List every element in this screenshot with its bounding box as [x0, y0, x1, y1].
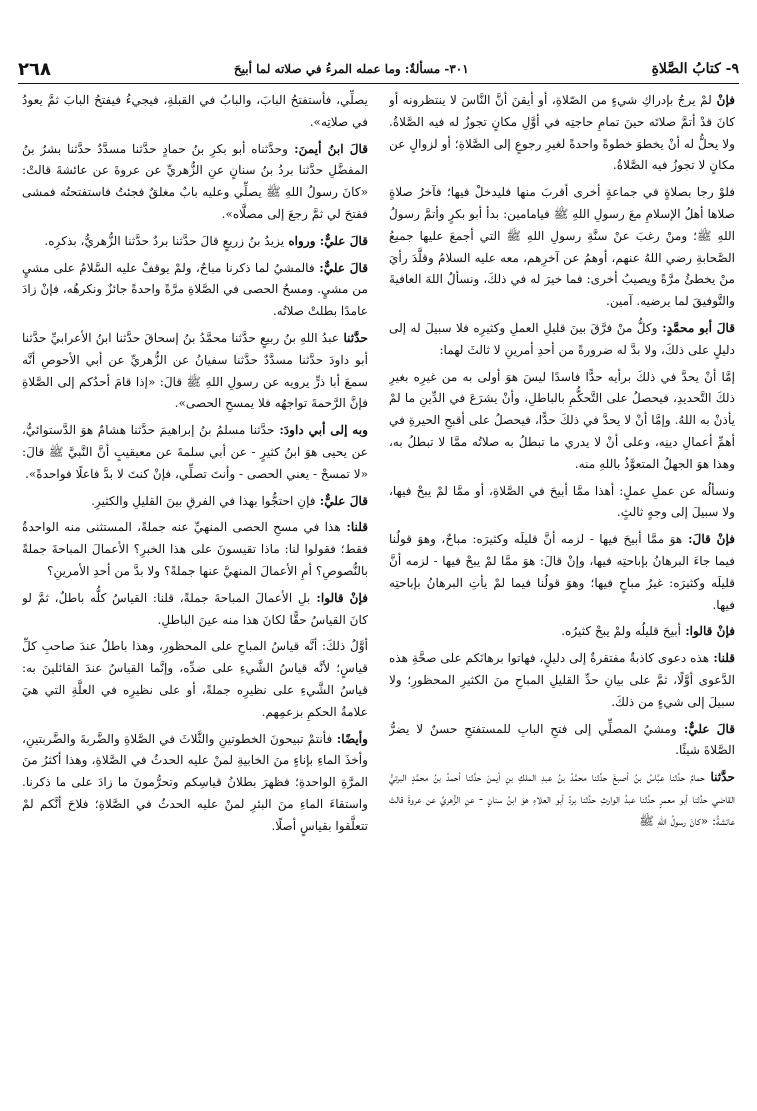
- paragraph: [389, 719, 735, 763]
- paragraph-text: ونسألُه عن عملِ عملٍ: أهذا ممَّا أبيحَ في الصَّلاةِ، أو ممَّا لمْ يبحْ فيها، ولا سبيلَ إلى وجهٍ ثالثٍ.: [389, 483, 735, 520]
- paragraph-text: هذه دعوى كاذبةٌ مفتقرةٌ إلى دليلٍ، فهاتوا برهانَكم على صحَّةِ هذه الدَّعوى أوَّلًا، ثمَّ على بيانِ حدِّ القليلِ المباحِ منَ الكثيرِ المحظورِ؛ ولا سبيلَ إلى شيءٍ من ذلكَ.: [389, 651, 735, 709]
- paragraph-text: حمامٌ حدَّثنا عبَّاسُ بنُ أصبغَ حدَّثنا محمَّدُ بنُ عبدِ الملكِ بنِ أيمنَ حدَّثنا أحمدُ بنُ محمَّدٍ البرتيُّ القاضي حدَّثنا أبو معمرٍ حدَّثنا عبدُ الوارثِ حدَّثنا بردُ أبو العلاءِ هوَ ابنُ سنانٍ - عنِ الزُّهريِّ عن عروةَ قالتْ عائشةُ: «كانَ رسولُ اللهِ ﷺ: [389, 770, 735, 828]
- paragraph-text: فلوْ رجا بصلاةٍ في جماعةٍ أخرى أقربَ منها فليدخلْ فيها؛ فآخرُ صلاةٍ صلاها أهلُ الإسلامِ معَ رسولِ اللهِ ﷺ فيامامين: بدأ أبو بكرٍ وأتمَّ رسولُ اللهِ ﷺ؛ ومنْ رغبَ عنْ سنَّةِ رسولِ اللهِ ﷺ التي أجمعَ عليها جميعُ الصَّحابةِ رضي اللهُ عنهم، أوهمُ عن آخرِهم، معه عليه السلامُ وقلَّدَ رأيَ منْ يخطئُ مرَّةً ويصيبُ أخرى: فما خيرَ له في ذلكَ، ونسألُ اللهَ العافيةَ والتَّوفيقَ لما يرضيه. آمين.: [389, 185, 735, 309]
- paragraph-text: لمْ يرجُ بإدراكِ شيءٍ من الصّلاةِ، أو أيقنَ أنَّ النَّاسَ لا ينتظرونه أو كانَ قدْ أتمَّ صلاتَه حينَ تمامِ حاجتِه في أوَّلِ مكانٍ تجوزُ له فيه الصَّلاةُ. ولا يحلُّ له أنْ يخطوَ خطوةً واحدةً لغيرِ رجوعٍ إلى الصَّلاةِ؛ أو لزوالٍ عن مكانٍ لا تجوزُ فيه الصَّلاةُ.: [389, 93, 735, 173]
- paragraph: [389, 767, 735, 832]
- paragraph-lead: فإنْ قالوا:: [310, 590, 368, 605]
- paragraph: [389, 318, 735, 362]
- paragraph: [22, 258, 368, 323]
- paragraph: [22, 491, 368, 513]
- paragraph-lead: فإنْ قالوا:: [681, 624, 735, 639]
- header-rule: [18, 83, 739, 84]
- paragraph: [22, 517, 368, 582]
- paragraph: [389, 648, 735, 713]
- paragraph-text: أوَّلُ ذلكَ: أنَّه قياسُ المباحِ على المحظورِ، وهذا باطلٌ عندَ صاحبِ كلِّ قياسٍ؛ لأنَّه قياسُ الشَّيءِ على ضدِّه، وإنَّما القياسُ عندَ القائلينَ به: قياسُ الشَّيءِ على نظيرِه جملةً، أو على نظيرِه في العلَّةِ التي هيَ علامةُ الحكمِ بزعمِهم.: [22, 639, 368, 719]
- left-column: [22, 90, 368, 1101]
- paragraph-text: إمَّا أنْ يحدَّ في ذلكَ برأيه حدًّا فاسدًا ليسَ هوَ أولى به من غيرِه بغيرِ ذلكَ التَّحديدِ، فيحصلُ على التَّحكُّمِ بالباطلِ، وأنْ يشرَعَ في الدِّينِ ما لمْ يأذنْ به اللهُ. وإمَّا أنْ لا يحدَّ في ذلكَ حدًّا، فيحصلُ على أقبحِ الحيرةِ في أهمِّ أعمالِ دينِه، وعلى أنْ لا يدري ما تبطلُ به صلاتُه ممَّا لا تبطلُ به، وهذا هوَ الجهلُ المتعوَّذُ باللهِ منه.: [389, 369, 735, 471]
- paragraph-text: وحدَّثناه أبو بكرِ بنُ حمادٍ حدَّثنا مسدَّدٌ حدَّثنا بشرُ بنُ المفضَّلِ حدَّثنا بردُ بنُ سنانٍ عنِ الزُّهريِّ عن عروةَ عن عائشةَ قالتْ: «كانَ رسولُ اللهِ ﷺ يصلِّي وعليه بابٌ مغلقٌ فجئتُ فاستفتحتُه فمشى ففتحَ لي ثمَّ رجعَ إلى مصلَّاه».: [22, 141, 368, 221]
- book-title: ٩- كتابُ الصَّلاةِ: [651, 61, 739, 77]
- paragraph-lead: حدَّثنا: [338, 330, 368, 345]
- paragraph: [389, 182, 735, 313]
- paragraph: [389, 481, 735, 525]
- paragraph-text: بلِ الأعمالَ المباحةَ جملةً، قلنا: القياسُ كلُّه باطلٌ، ثمَّ لو كانَ القياسُ حقًّا لكانَ هذا منه عينَ الباطلِ.: [22, 590, 368, 627]
- paragraph: [22, 420, 368, 485]
- paragraph: [22, 328, 368, 415]
- paragraph-lead: فإنْ قالَ:: [682, 532, 735, 547]
- paragraph: [22, 231, 368, 253]
- paragraph-lead: قالَ عليٌّ: ورواه: [284, 233, 368, 248]
- paragraph-lead: قالَ عليٌّ:: [315, 493, 368, 508]
- paragraph-text: حدَّثنا مسلمُ بنُ إبراهيمَ حدَّثنا هشامٌ هوَ الدَّستوائيُّ، عن يحيى هوَ ابنُ كثيرٍ - عن أبي سلمةَ عن معيقيبٍ أنَّ النَّبيَّ ﷺ قالَ: «لا تمسحْ - يعني الحصى - وأنتَ تصلِّي، فإنْ كنتَ لا بدَّ فاعلًا فواحدةً».: [22, 423, 368, 481]
- right-column: [389, 90, 735, 1101]
- paragraph: [22, 588, 368, 632]
- page-header: [18, 56, 739, 82]
- paragraph-lead: قالَ عليٌّ:: [314, 260, 368, 275]
- paragraph-text: ومشيُ المصلِّي إلى فتحِ البابِ للمستفتحِ حسنٌ لا يضرُّ الصَّلاةَ شيئًا.: [389, 721, 735, 758]
- paragraph: [22, 139, 368, 226]
- paragraph-lead: وبه إلى أبي داودَ:: [274, 423, 368, 438]
- paragraph-lead: قالَ ابنُ أيمنَ:: [287, 141, 368, 156]
- paragraph-lead: قالَ عليٌّ:: [676, 721, 735, 736]
- paragraph-text: فالمشيُ لما ذكرنا مباحٌ، ولمْ يوقفْ عليه السَّلامُ على مشيٍ من مشيٍ. ومسحُ الحصى في الصَّلاةِ مرَّةً واحدةً جائزٌ ونكرهُه، فإنْ زادَ عامدًا بطلتْ صلاتُه.: [22, 260, 368, 319]
- paragraph-lead: قلنا:: [709, 651, 735, 666]
- paragraph-text: هوَ ممَّا أبيحَ فيها - لزمه أنَّ قليلَه وكثيرَه: مباحٌ، وهوَ قولُنا فيما جاءَ البرهانُ بإباحتِه فيها، وإنْ قالَ: هوَ ممَّا لمْ يبحْ فيها - لزمه أنَّ قليلَه وكثيرَه: غيرُ مباحٍ فيها؛ وهوَ قولُنا فيما لمْ يأتِ البرهانُ بإباحتِه فيها.: [389, 532, 735, 612]
- paragraph-text: فإنِ احتجُّوا بهذا في الفرقِ بينَ القليلِ والكثيرِ.: [91, 493, 316, 508]
- running-title: ٣٠١- مسألةٌ: وما عمله المرءُ في صلاته لما أبيحَ: [233, 62, 469, 76]
- paragraph-lead: قالَ أبو محمَّدٍ:: [657, 320, 735, 335]
- paragraph: [389, 529, 735, 616]
- paragraph-lead: فإنْ: [711, 93, 735, 107]
- paragraph-text: عبدُ اللهِ بنُ ربيعٍ حدَّثنا محمَّدُ بنُ إسحاقَ حدَّثنا ابنُ الأعرابيِّ حدَّثنا أبو داودَ حدَّثنا مسدَّدٌ حدَّثنا سفيانُ عن الزُّهريِّ عن أبي الأحوصِ أنَّه سمعَ أبا ذرٍّ يرويه عن رسولِ اللهِ ﷺ قالَ: «إذا قامَ أحدُكم إلى الصَّلاةِ فإنَّ الرَّحمةَ تواجهُه فلا يمسحِ الحصى».: [22, 330, 368, 411]
- paragraph-lead: قلنا:: [340, 520, 368, 535]
- paragraph: [389, 621, 735, 643]
- text-columns: [22, 90, 735, 1101]
- paragraph-text: يزيدُ بنُ زريعٍ قالَ حدَّثنا بردٌ حدَّثنا الزُّهريُّ، بذكرِه.: [44, 233, 285, 248]
- paragraph-text: هذا في مسحِ الحصى المنهيِّ عنه جملةً، المستثنى منه الواحدةُ فقط؛ فقولوا لنا: ماذا تقيسونَ على هذا الخبرِ؟ الأعمالَ المباحةَ جملةً بالنُّصوصِ؟ أمِ الأعمالَ المنهيَّ عنها جملةً؟ ولا بدَّ من أحدِ الأمرينِ؟: [22, 520, 368, 578]
- paragraph: [22, 729, 368, 838]
- paragraph-text: فأنتمْ تبيحونَ الخطوتينِ والثَّلاثَ في الصَّلاةِ والضَّربةَ والضَّربتينِ، وأخذَ الماءِ بإناءٍ منَ الخابيةِ لمنْ عليه الحدثُ في الصَّلاةِ، وهذا أكثرُ منَ المرَّةِ الواحدةِ؛ فظهرَ بطلانُ قياسِكم وتحرُّمونَ ما زادَ على ما ذكرنا. واستقاءَ الماءِ منَ البئرِ لمنْ عليه الحدثُ في الصَّلاةِ؛ فلاحَ أنَّكم لمْ تتعلَّقوا بقياسٍ أصلًا.: [22, 731, 368, 833]
- paragraph: [22, 636, 368, 723]
- paragraph-text: وكلُّ منْ فرَّقَ بينَ قليلِ العملِ وكثيرِه فلا سبيلَ له إلى دليلٍ على ذلكَ، ولا بدَّ له ضرورةً من أحدِ أمرينِ لا ثالثَ لهما:: [389, 320, 735, 357]
- paragraph: [389, 90, 735, 177]
- paragraph-text: أبيحَ قليلُه ولمْ يبحْ كثيرُه.: [561, 624, 681, 639]
- paragraph-lead: وأيضًا:: [332, 731, 368, 746]
- paragraph-lead: حدَّثنا: [704, 770, 735, 785]
- page-number: ٢٦٨: [18, 58, 51, 80]
- paragraph: [389, 367, 735, 476]
- paragraph: [22, 90, 368, 134]
- paragraph-text: يصلِّي، فأستفتحُ البابَ، والبابُ في القبلةِ، فيجيءُ فيفتحُ البابَ ثمَّ يعودُ في صلاتِه».: [22, 93, 368, 129]
